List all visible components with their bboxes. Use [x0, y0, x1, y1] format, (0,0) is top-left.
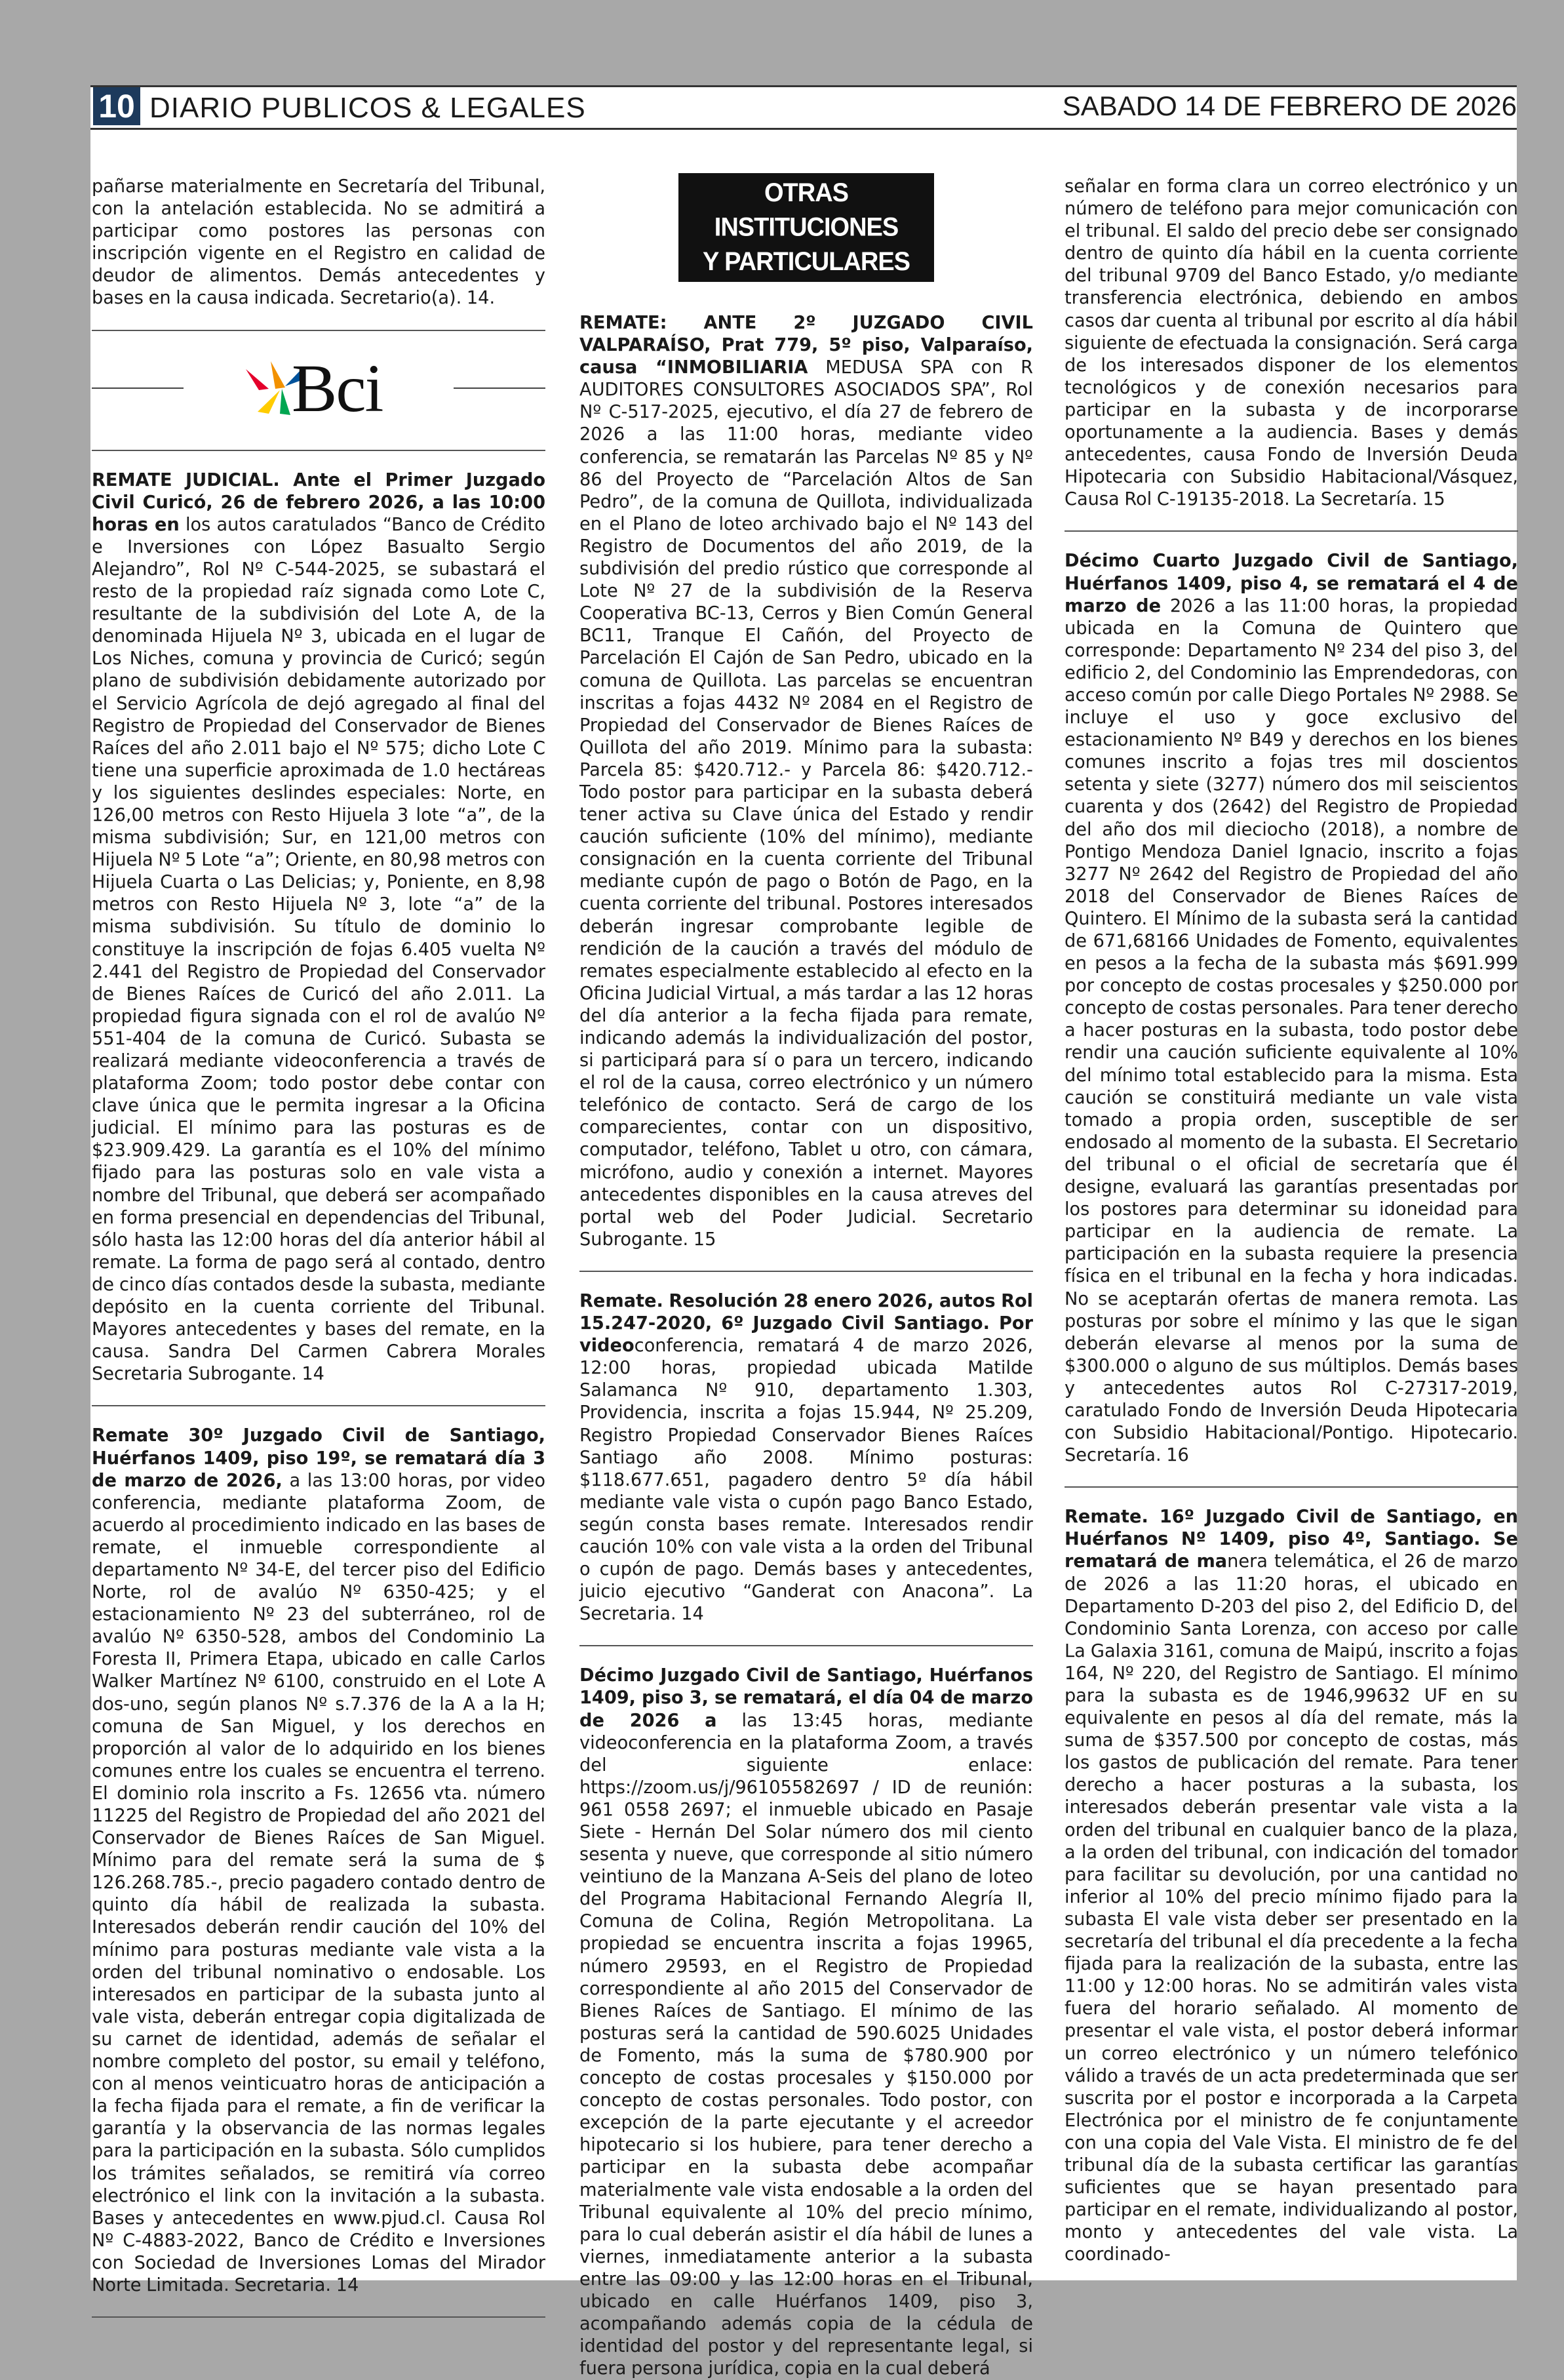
- notice-decimo-cuarto-juzgado: [1065, 550, 1518, 1488]
- page-number: 10: [93, 87, 140, 125]
- section-heading: [678, 173, 934, 282]
- notice-body: pañarse materialmente en Secretaría del Tribunal, con la antelación establecida. No se admitirá a participar como postores las personas con inscripción vigente en el Registro en calidad de deudor de alimentos. Demás antecedentes y bases en la causa indicada. Secretario(a). 14.: [92, 176, 545, 309]
- notice-body: a las 13:00 horas, por video conferencia, mediante plataforma Zoom, de acuerdo al procedimiento indicado en las bases de remate, el inmueble correspondiente al departamento Nº 34-E, del tercer piso del Edificio Norte, rol de avalúo Nº 6350-425; y el estacionamiento Nº 23 del subterráneo, rol de avalúo Nº 6350-528, ambos del Condominio La Foresta II, Primera Etapa, ubicado en calle Carlos Walker Martínez Nº 6100, construido en el Lote A dos-uno, según planos Nº s.7.376 de la A a la H; comuna de San Miguel, y los derechos en proporción al valor de lo adquirido en los bienes comunes entre los cuales se encuentra el terreno. El dominio rola inscrito a Fs. 12656 vta. número 11225 del Registro de Propiedad del año 2021 del Conservador de Bienes Raíces de San Miguel. Mínimo para del remate será la suma de $ 126.268.785.-, precio pagadero contado dentro de quinto día hábil de realizada la subasta. Interesados deberán rendir caución del 10% del mínimo para posturas mediante vale vista a la orden del tribunal nominativo o endosable. Los interesados en participar de la subasta junto al vale vista, deberán entregar copia digitalizada de su carnet de identidad, además de señalar el nombre completo del postor, su email y teléfono, con al menos veinticuatro horas de anticipación a la fecha fijada para el remate, a fin de verificar la garantía y la observancia de las normas legales para la participación en la subasta. Sólo cumplidos los trámites señalados, se remitirá vía correo electrónico el link con la invitación a la subasta. Bases y antecedentes en www.pjud.cl. Causa Rol Nº C-4883-2022, Banco de Crédito e Inversiones con Sociedad de Inversiones Lomas del Mirador Norte Limitada. Secretaria. 14: [92, 1470, 545, 2295]
- notice-continuation: [92, 176, 545, 331]
- notice-lead: Remate. 16º Juzgado Civil de Santiago, en Huérfanos Nº 1409, piso 4º, Santiago. Se rematará de ma: [1065, 1507, 1518, 1572]
- notice-remate-30-juzgado: [92, 1425, 545, 2318]
- notice-body: MEDUSA SPA con R AUDITORES CONSULTORES ASOCIADOS SPA”, Rol Nº C-517-2025, ejecutivo, el día 27 de febrero de 2026 a las 11:00 horas, mediante video conferencia, se rematarán las Parcelas Nº 85 y Nº 86 del Proyecto de “Parcelación Altos de San Pedro”, de la comuna de Quillota, individualizada en el Plano de loteo archivado bajo el Nº 143 del Registro de Documentos del año 2019, de la subdivisión del predio rústico que corresponde al Lote Nº 27 de la subdivisión de la Reserva Cooperativa BC-13, Cerros y Bien Común General BC11, Tranque El Cañón, del Proyecto de Parcelación El Cajón de San Pedro, ubicado en la comuna de Quillota. Las parcelas se encuentran inscritas a fojas 4432 Nº 2084 en el Registro de Propiedad del Conservador de Bienes Raíces de Quillota del año 2019. Mínimo para la subasta: Parcela 85: $420.712.- y Parcela 86: $420.712.- Todo postor para participar en la subasta deberá tener activa su Clave única del Estado y rendir caución suficiente (10% del mínimo), mediante consignación en la cuenta corriente del Tribunal mediante cupón de pago o Botón de Pago, en la cuenta corriente del tribunal. Postores interesados deberán ingresar comprobante legible de rendición de la caución a través del módulo de remates especialmente establecido al efecto en la Oficina Judicial Virtual, a más tardar a las 12 horas del día anterior a la fecha fijada para remate, indicando además la individualización del postor, si participará para sí o para un tercero, indicando el rol de la causa, correo electrónico y un número telefónico de contacto. Será de cargo de los comparecientes, contar con un dispositivo, computador, teléfono, Tablet u otro, con cámara, micrófono, audio y conexión a internet. Mayores antecedentes disponibles en la causa atreves del portal web del Poder Judicial. Secretario Subrogante. 15: [579, 357, 1033, 1250]
- notice-body: los autos caratulados “Banco de Crédito e Inversiones con López Basualto Sergio Alejandro”, Rol Nº C-544-2025, se subastará el resto de la propiedad raíz signada como Lote C, resultante de la subdivisión del Lote A, de la denominada Hijuela Nº 3, ubicada en el lugar de Los Niches, comuna y provincia de Curicó; según plano de subdivisión debidamente autorizado por el Servicio Agrícola de dejó agregado al final del Registro de Propiedad del Conservador de Bienes Raíces del año 2.011 bajo el Nº 575; dicho Lote C tiene una superficie aproximada de 1.0 hectáreas y los siguientes deslindes especiales: Norte, en 126,00 metros con Resto Hijuela 3 lote “a”, de la misma subdivisión; Sur, en 121,00 metros con Hijuela Nº 5 Lote “a”; Oriente, en 80,98 metros con Hijuela Cuarta o Las Delicias; y, Poniente, en 8,98 metros con Resto Hijuela Nº 3, lote “a” de la misma subdivisión. Su título de dominio lo constituye la inscripción de fojas 6.405 vuelta Nº 2.441 del Registro de Propiedad del Conservador de Bienes Raíces de Curicó del año 2.011. La propiedad figura signada con el rol de avalúo Nº 551-404 de la comuna de Curicó. Subasta se realizará mediante videoconferencia a través de plataforma Zoom; todo postor debe contar con clave única que le permita ingresar a la Oficina judicial. El mínimo para las posturas es de $23.909.429. La garantía es el 10% del mínimo fijado para las posturas solo en vale vista a nombre del Tribunal, que deberá ser acompañado en forma presencial en dependencias del Tribunal, sólo hasta las 12:00 horas del día anterior hábil al remate. La forma de pago será al contado, dentro de cinco días contados desde la subasta, mediante depósito en la cuenta corriente del Tribunal. Mayores antecedentes y bases del remate, en la causa. Sandra Del Carmen Cabrera Morales Secretaria Subrogante. 14: [92, 514, 545, 1385]
- bci-wordmark: Bci: [292, 350, 383, 426]
- column-middle: [579, 176, 1033, 2379]
- notice-remate-curico: [92, 469, 545, 1407]
- issue-date: SABADO 14 DE FEBRERO DE 2026: [1062, 90, 1517, 121]
- notice-lead: Remate. Resolución 28 enero 2026, autos Rol 15.247-2020, 6º Juzgado Civil Santiago. Por video: [579, 1290, 1033, 1357]
- section-heading-line2: Y PARTICULARES: [702, 247, 910, 277]
- notice-lead: REMATE: ANTE 2º JUZGADO CIVIL VALPARAÍSO, Prat 779, 5º piso, Valparaíso, causa “INMOBILIARIA: [579, 313, 1033, 378]
- notice-remate-6-juzgado: [579, 1290, 1033, 1646]
- notice-body: señalar en forma clara un correo electrónico y un número de teléfono para mejor comunicación con el tribunal. El saldo del precio debe ser consignado dentro de quinto día hábil en la cuenta corriente del tribunal 9709 del Banco Estado, y/o mediante transferencia electrónica, debiendo en ambos casos dar cuenta al tribunal por escrito al día hábil siguiente de efectuada la consignación. Será carga de los interesados disponer de los elementos tecnológicos y de conexión necesarios para participar en la subasta y de incorporarse oportunamente a la audiencia. Bases y demás antecedentes, causa Fondo de Inversión Deuda Hipotecaria con Subsidio Habitacional/Vásquez, Causa Rol C-19135-2018. La Secretaría. 15: [1065, 176, 1518, 510]
- publication-name: DIARIO PUBLICOS & LEGALES: [149, 92, 586, 124]
- notice-lead: Décimo Cuarto Juzgado Civil de Santiago, Huérfanos 1409, piso 4, se rematará el 4 de marzo de: [1065, 551, 1518, 616]
- column-left: [92, 176, 545, 2295]
- notice-lead: Décimo Juzgado Civil de Santiago, Huérfanos 1409, piso 3, se rematará, el día 04 de marzo de 2026 a: [579, 1665, 1033, 1731]
- divider: [454, 387, 545, 389]
- bci-logo: [92, 349, 545, 451]
- notice-16-juzgado: [1065, 1506, 1518, 2266]
- notice-lead: REMATE JUDICIAL. Ante el Primer Juzgado Civil Curicó, 26 de febrero 2026, a las 10:00 horas en: [92, 469, 545, 535]
- notice-continuation: [1065, 176, 1518, 532]
- divider: [92, 387, 184, 389]
- notice-body: conferencia, rematará 4 de marzo 2026, 12:00 horas, propiedad ubicada Matilde Salamanca Nº 910, departamento 1.303, Providencia, inscrita a fojas 15.944, Nº 25.209, Registro Propiedad Conservador Bienes Raíces Santiago año 2008. Mínimo posturas: $118.677.651, pagadero dentro 5º día hábil mediante vale vista o cupón pago Banco Estado, según consta bases remate. Interesados rendir caución 10% con vale vista a la orden del Tribunal o cupón de pago. Demás bases y antecedentes, juicio ejecutivo “Ganderat con Anacona”. La Secretaria. 14: [579, 1336, 1033, 1625]
- section-heading-line1: OTRAS INSTITUCIONES: [714, 178, 899, 243]
- notice-lead: Remate 30º Juzgado Civil de Santiago, Huérfanos 1409, piso 19º, se rematará día 3 de marzo de 2026,: [92, 1425, 545, 1491]
- notice-decimo-juzgado: [579, 1665, 1033, 2380]
- notice-body: las 13:45 horas, mediante videoconferencia en la plataforma Zoom, a través del siguiente enlace: https://zoom.us/j/96105582697 / ID de reunión: 961 0558 2697; el inmueble ubicado en Pasaje Siete - Hernán Del Solar número dos mil ciento sesenta y nueve, que corresponde al sitio número veintiuno de la Manzana A-Seis del plano de loteo del Programa Habitacional Fernando Alegría II, Comuna de Colina, Región Metropolitana. La propiedad se encuentra inscrita a fojas 19965, número 29593, en el Registro de Propiedad correspondiente al año 2015 del Conservador de Bienes Raíces de Santiago. El mínimo de las posturas será la cantidad de 590.6025 Unidades de Fomento, más la suma de $780.900 por concepto de costas procesales y $150.000 por concepto de costas personales. Todo postor, con excepción de la parte ejecutante y el acreedor hipotecario si los hubiere, para tener derecho a participar en la subasta debe acompañar materialmente vale vista endosable a la orden del Tribunal equivalente al 10% del precio mínimo, para lo cual deberán asistir el día hábil de lunes a viernes, inmediatamente anterior a la subasta entre las 09:00 y las 12:00 horas en el Tribunal, ubicado en calle Huérfanos 1409, piso 3, acompañando además copia de la cédula de identidad del postor y del representante legal, si fuera persona jurídica, copia en la cual deberá: [579, 1710, 1033, 2379]
- notice-body: nera telemática, el 26 de marzo de 2026 a las 11:20 horas, el ubicado en Departamento D-203 del piso 2, del Edificio D, del Condominio Santa Lorenza, con acceso por calle La Galaxia 3161, comuna de Maipú, inscrito a fojas 164, Nº 220, del Registro de Santiago. El mínimo para la subasta es de 1946,99632 UF en su equivalente en pesos al día del remate, más la suma de $357.500 por concepto de costas, más los gastos de publicación del remate. Para tener derecho a hacer posturas a la subasta, los interesados deberán presentar vale vista a la orden del tribunal en cualquier banco de la plaza, a la orden del tribunal, con indicación del tomador para facilitar su devolución, por una cantidad no inferior al 10% del precio mínimo fijado para la subasta El vale vista deber ser presentado en la secretaría del tribunal el día precedente a la fecha fijada para la realización de la subasta, entre las 11:00 y 12:00 horas. No se admitirán vales vista fuera del horario señalado. Al momento de presentar el vale vista, el postor deberá informar un correo electrónico y un número telefónico válido a través de un acta predeterminada que ser suscrita por el postor e incorporada a la Carpeta Electrónica por el ministro de fe conjuntamente con una copia del Vale Vista. El ministro de fe del tribunal día de la subasta certificar las garantías suficientes que se hayan presentado para participar en el remate, individualizando al postor, monto y antecedentes del vale vista. La coordinado-: [1065, 1551, 1518, 2265]
- notice-remate-valparaiso: [579, 312, 1033, 1272]
- column-right: [1065, 176, 1518, 2274]
- notice-body: 2026 a las 11:00 horas, la propiedad ubicada en la Comuna de Quintero que corresponde: Departamento Nº 234 del piso 3, del edificio 2, del Condominio las Emprendedoras, con acceso común por calle Diego Portales Nº 2988. Se incluye el uso y goce exclusivo del estacionamiento Nº B49 y derechos en los bienes comunes inscrito a fojas tres mil doscientos setenta y siete (3277) número dos mil seiscientos cuarenta y dos (2642) del Registro de Propiedad del año dos mil dieciocho (2018), a nombre de Pontigo Mendoza Daniel Ignacio, inscrito a fojas 3277 Nº 2642 del Registro de Propiedad del año 2018 del Conservador de Bienes Raíces de Quintero. El Mínimo de la subasta será la cantidad de 671,68166 Unidades de Fomento, equivalentes en pesos a la fecha de la subasta más $691.999 por concepto de costas procesales y $250.000 por concepto de costas personales. Para tener derecho a hacer posturas en la subasta, todo postor debe rendir una caución suficiente equivalente al 10% del mínimo total establecido para la misma. Esta caución se constituirá mediante un vale vista tomado a propia orden, susceptible de ser endosado al momento de la subasta. El Secretario del tribunal o el oficial de secretaría que él designe, evaluará las garantías presentadas por los postores para determinar su idoneidad para participar en la audiencia de remate. La participación en la subasta requiere la presencia física en el tribunal en la fecha y hora indicadas. No se aceptarán ofertas de manera remota. Las posturas por sobre el mínimo y las que le sigan deberán elevarse al menos por la suma de $300.000 o alguno de sus múltiplos. Demás bases y antecedentes autos Rol C-27317-2019, caratulado Fondo de Inversión Deuda Hipotecaria con Subsidio Habitacional/Pontigo. Hipotecario. Secretaría. 16: [1065, 595, 1519, 1466]
